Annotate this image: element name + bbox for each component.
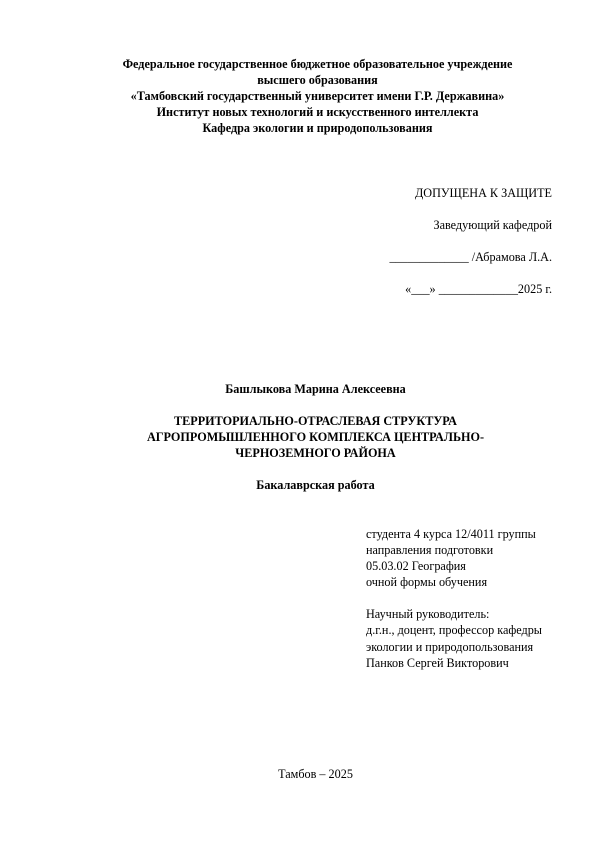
- student-info-line: очной формы обучения: [366, 575, 488, 590]
- approval-status: ДОПУЩЕНА К ЗАЩИТЕ: [414, 186, 552, 200]
- student-info-line: направления подготовки: [366, 543, 494, 558]
- spacer: [366, 590, 542, 606]
- thesis-title-line: АГРОПРОМЫШЛЕННОГО КОМПЛЕКСА ЦЕНТРАЛЬНО-: [146, 430, 485, 444]
- student-info-block: [366, 526, 542, 671]
- thesis-title: [0, 413, 595, 461]
- institution-line: Институт новых технологий и искусственного интеллекта: [156, 104, 479, 119]
- institution-line: Федеральное государственное бюджетное образовательное учреждение: [122, 57, 513, 71]
- approval-block: [389, 185, 552, 297]
- supervisor-line: Панков Сергей Викторович: [366, 655, 509, 670]
- student-info-line: студента 4 курса 12/4011 группы: [366, 527, 536, 541]
- institution-line: «Тамбовский государственный университет имени Г.Р. Державина»: [130, 88, 505, 103]
- city-year: Тамбов – 2025: [278, 767, 353, 781]
- approval-date-line: «___» _____________2025 г.: [405, 282, 552, 296]
- thesis-title-line: ТЕРРИТОРИАЛЬНО-ОТРАСЛЕВАЯ СТРУКТУРА: [174, 414, 457, 428]
- supervisor-line: экологии и природопользования: [366, 639, 534, 654]
- student-info-line: 05.03.02 География: [366, 559, 466, 574]
- institution-line: Кафедра экологии и природопользования: [202, 120, 433, 135]
- institution-line: высшего образования: [257, 72, 378, 87]
- work-type: Бакалаврская работа: [256, 478, 375, 492]
- author-name: Башлыкова Марина Алексеевна: [225, 382, 406, 396]
- supervisor-line: д.г.н., доцент, профессор кафедры: [366, 623, 542, 638]
- approval-signature-line: _____________ /Абрамова Л.А.: [389, 250, 552, 264]
- thesis-title-line: ЧЕРНОЗЕМНОГО РАЙОНА: [235, 446, 396, 460]
- approval-position: Заведующий кафедрой: [433, 218, 552, 232]
- institution-header: [60, 57, 575, 137]
- supervisor-line: Научный руководитель:: [366, 607, 490, 622]
